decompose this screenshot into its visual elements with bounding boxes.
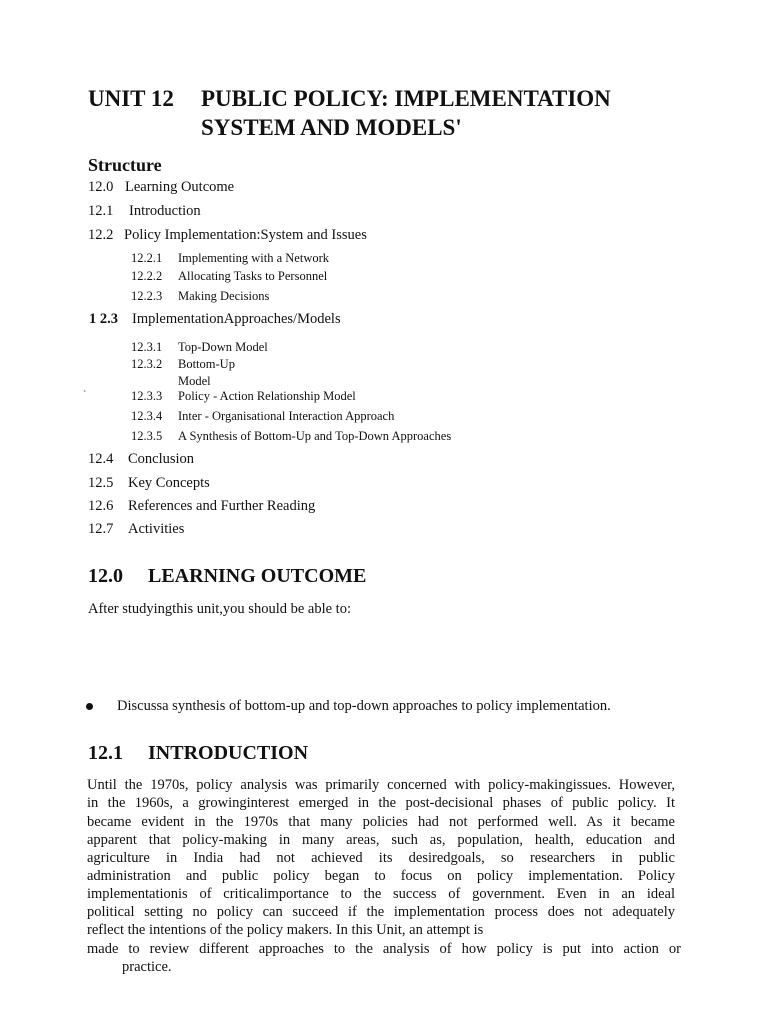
toc-number: 12.3.5 (131, 429, 163, 443)
toc-item (89, 311, 341, 328)
toc-subitem-continuation (178, 374, 211, 389)
toc-number: 1 2.3 (89, 311, 118, 327)
toc-subitem (131, 357, 235, 372)
toc-item (88, 179, 234, 196)
toc-number: 12.3.4 (131, 409, 163, 423)
section-number: 12.0 (88, 565, 123, 587)
learning-outcome-heading (88, 565, 366, 588)
toc-subitem (131, 289, 269, 304)
intro-line: practice. (122, 959, 172, 975)
toc-number: 12.3.3 (131, 389, 163, 403)
intro-line: Until the 1970s, policy analysis was primarily concerned with policy-makingissues. However, (87, 777, 675, 793)
toc-number: 12.3.2 (131, 357, 163, 371)
toc-subitem (131, 429, 451, 444)
toc-label: Activities (128, 521, 185, 537)
toc-number: 12.2 (88, 227, 114, 243)
toc-item (88, 498, 315, 515)
toc-number: 12.2.1 (131, 251, 163, 265)
intro-line: reflect the intentions of the policy makers. In this Unit, an attempt is (87, 922, 484, 938)
toc-subitem (131, 409, 394, 424)
toc-item (88, 521, 184, 538)
section-title: INTRODUCTION (148, 742, 309, 764)
unit-label: UNIT 12 (88, 86, 174, 111)
toc-label: A Synthesis of Bottom-Up and Top-Down Approaches (178, 429, 452, 443)
structure-heading: Structure (88, 155, 162, 175)
toc-number: 12.3.1 (131, 340, 163, 354)
learning-outcome-bullet: Discussa synthesis of bottom-up and top-down approaches to policy implementation. (117, 698, 611, 714)
toc-number: 12.6 (88, 498, 114, 514)
toc-number: 12.1 (88, 203, 114, 219)
toc-subitem (131, 251, 329, 266)
section-number: 12.1 (88, 742, 123, 764)
toc-label: Allocating Tasks to Personnel (178, 269, 328, 283)
toc-label: Model (178, 374, 211, 388)
toc-item (88, 203, 201, 220)
toc-subitem (131, 269, 327, 284)
toc-label: ImplementationApproaches/Models (132, 311, 341, 327)
toc-label: Inter - Organisational Interaction Approach (178, 409, 395, 423)
toc-label: Introduction (129, 203, 201, 219)
introduction-heading (88, 742, 308, 765)
toc-label: Policy Implementation:System and Issues (124, 227, 367, 243)
toc-label: Learning Outcome (125, 179, 235, 195)
toc-item (88, 475, 210, 492)
section-title: LEARNING OUTCOME (148, 565, 367, 587)
toc-number: 12.0 (88, 179, 114, 195)
toc-label: Key Concepts (128, 475, 210, 491)
intro-line: made to review different approaches to the analysis of how policy is put into action or (87, 941, 681, 957)
toc-number: 12.2.3 (131, 289, 163, 303)
toc-label: Conclusion (128, 451, 195, 467)
intro-line: political setting no policy can succeed if the implementation process does not adequately (87, 904, 675, 920)
intro-line: became evident in the 1970s that many policies had not performed well. As it became (87, 814, 675, 830)
intro-line: administration and public policy began to focus on policy implementation. Policy (87, 868, 675, 884)
learning-outcome-intro: After studyingthis unit,you should be able to: (88, 601, 351, 617)
toc-label: Making Decisions (178, 289, 270, 303)
toc-item (88, 451, 194, 468)
toc-number: 12.5 (88, 475, 114, 491)
toc-label: Bottom-Up (178, 357, 235, 371)
toc-label: Policy - Action Relationship Model (178, 389, 356, 403)
intro-line: agriculture in India had not achieved its desiredgoals, so researchers in public (87, 850, 675, 866)
toc-item (88, 227, 367, 244)
toc-label: References and Further Reading (128, 498, 316, 514)
toc-subitem (131, 340, 268, 355)
intro-line: apparent that policy-making in many areas, such as, population, health, education and (87, 832, 675, 848)
intro-line: in the 1960s, a growinginterest emerged in the post-decisional phases of public policy. It (87, 795, 675, 811)
toc-number: 12.2.2 (131, 269, 163, 283)
unit-title: PUBLIC POLICY: IMPLEMENTATION SYSTEM AND MODELS' (201, 86, 611, 140)
toc-label: Implementing with a Network (178, 251, 330, 265)
bullet-dot-icon (86, 703, 93, 710)
intro-line: implementationis of criticalimportance to the success of government. Even in an ideal (87, 886, 675, 902)
toc-label: Top-Down Model (178, 340, 268, 354)
toc-subitem (131, 389, 356, 404)
toc-number: 12.4 (88, 451, 114, 467)
margin-mark: ` (83, 390, 87, 401)
toc-number: 12.7 (88, 521, 114, 537)
